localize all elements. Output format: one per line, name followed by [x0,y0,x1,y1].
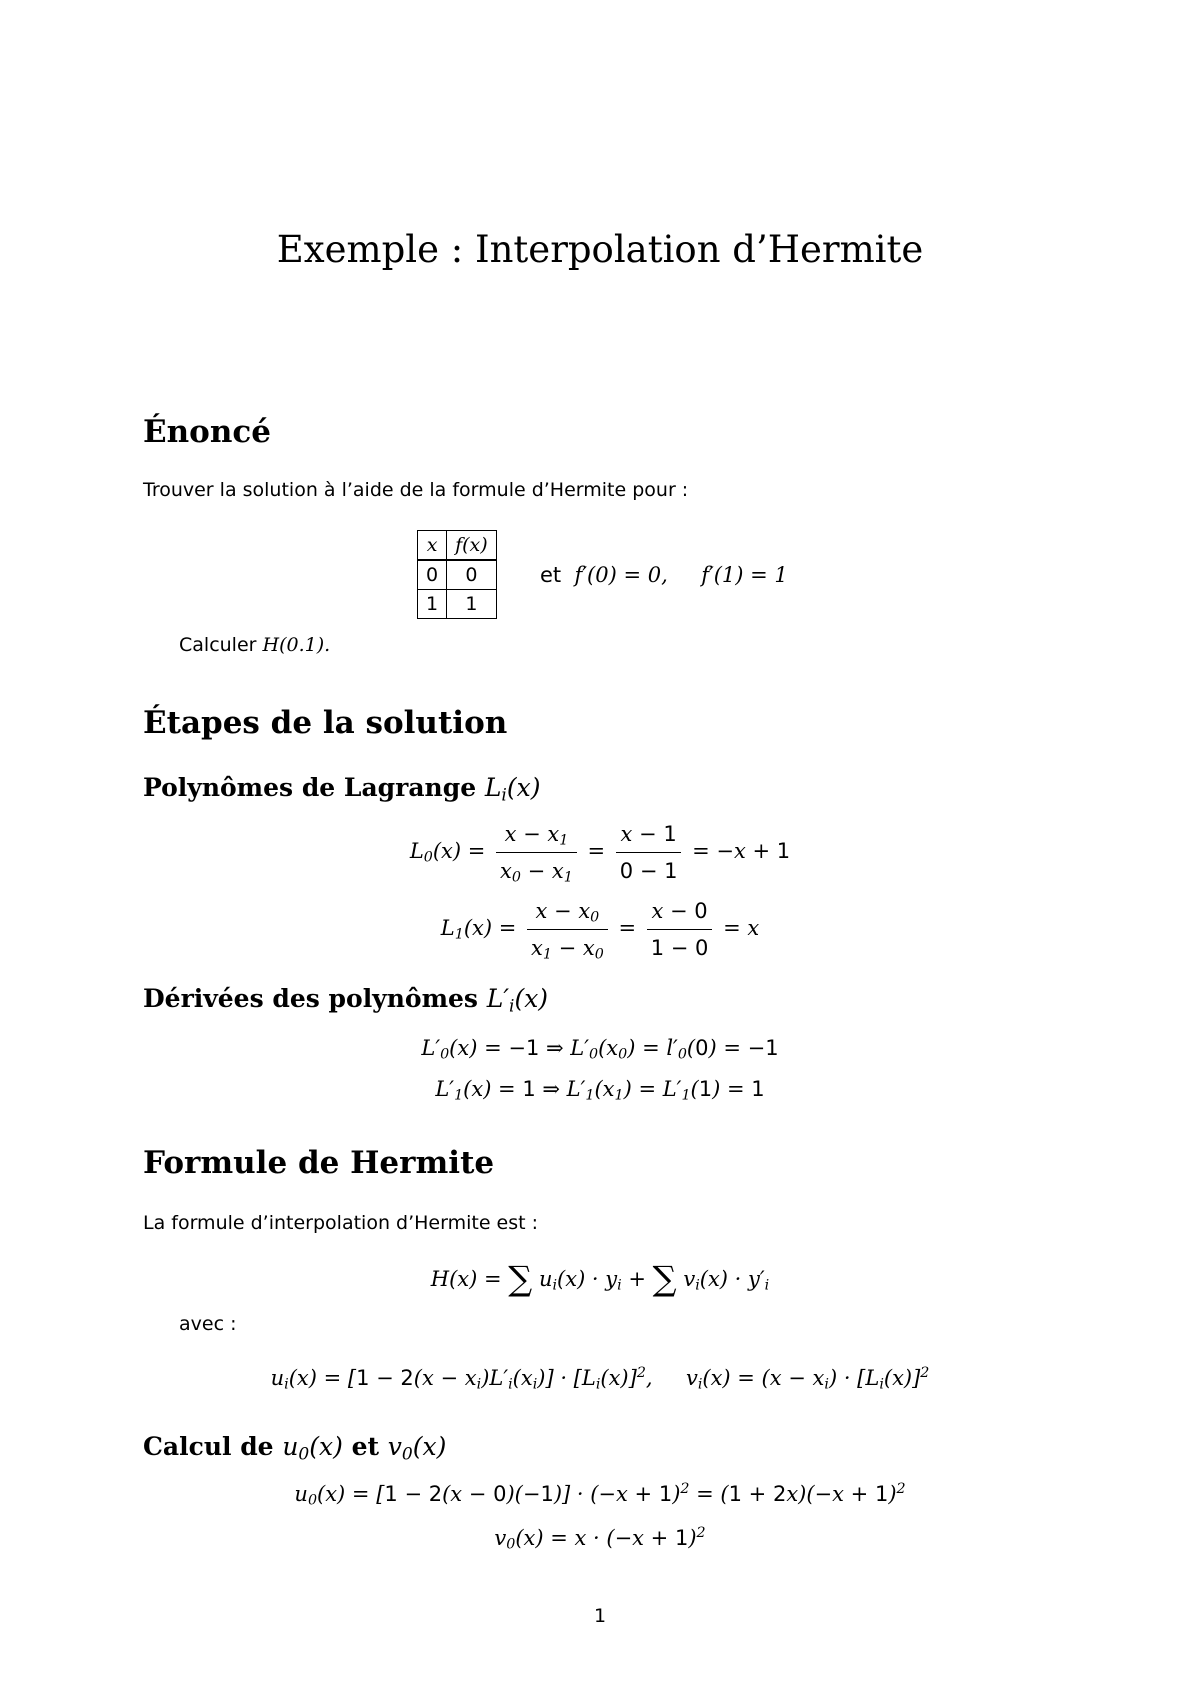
heading-calcul [143,1430,446,1464]
table-header-cell: x [418,531,447,561]
conditions-et: et [540,563,562,587]
table-header-row [418,531,497,561]
heading-calcul-mid: et [351,1432,380,1461]
heading-hermite: Formule de Hermite [143,1145,495,1181]
heading-lagrange-math [484,773,541,806]
table-header-cell: f(x) [447,531,497,561]
equation-L0: $L_0(x)$ = $\frac{x - x_1}{x_0 - x_1}$ = $\frac{x - 1}{0 - 1}$ = −x + 1 [0,819,1200,886]
heading-lagrange-text: Polynômes de Lagrange [143,773,477,802]
heading-derivees-math [486,984,549,1017]
math-symbol: L [484,773,502,802]
condition-1: f′(0) = 0, [574,563,668,587]
heading-calcul-v [387,1432,447,1465]
table-cell: 0 [447,560,497,590]
math-tail: (x) [506,773,541,802]
equation-hermite: H(x) = ∑ $u_i(x) \cdot y_i$ + ∑ $v_i(x) \cdot y'_i$ [430,1259,770,1299]
math-symbol: u [282,1432,299,1461]
heading-derivees-text: Dérivées des polynômes [143,984,478,1013]
equation-L0-prime: $L'_0(x) = -1$ ⇒ $L'_0(x_0) = l'_0(0) = -1$ [421,1036,779,1063]
math-tail: (x) [412,1432,447,1461]
math-symbol: L′ [486,984,509,1013]
table-cell: 1 [418,590,447,619]
heading-etapes: Étapes de la solution [143,705,508,741]
math-subscript: i [501,785,507,806]
math-subscript: 0 [298,1444,310,1465]
values-table [417,530,497,619]
table-row [418,590,497,619]
page-number: 1 [593,1605,607,1627]
heading-calcul-pre: Calcul de [143,1432,274,1461]
math-symbol: v [387,1432,402,1461]
table-row [418,560,497,590]
calc-instruction [179,632,330,658]
equation-L1: $L_1(x)$ = $\frac{x - x_0}{x_1 - x_0}$ = $\frac{x - 0}{1 - 0}$ = x [0,896,1200,963]
heading-derivees [143,982,548,1016]
derivative-conditions [540,560,788,590]
equation-u0: $u_0(x) = [1 - 2(x - 0)(-1)] \cdot (-x + 1)^2 = (1 + 2x)(-x + 1)^2$ [294,1481,906,1509]
table-cell: 0 [418,560,447,590]
math-subscript: 0 [401,1444,413,1465]
enonce-intro: Trouver la solution à l’aide de la formule d’Hermite pour : [143,479,689,501]
heading-enonce: Énoncé [143,414,271,450]
page-title: Exemple : Interpolation d’Hermite [276,228,924,271]
heading-lagrange [143,771,540,805]
math-subscript: i [509,996,515,1017]
equation-v0: $v_0(x) = x \cdot (-x + 1)^2$ [494,1525,706,1553]
table-cell: 1 [447,590,497,619]
math-tail: (x) [514,984,549,1013]
condition-2: f′(1) = 1 [701,563,788,587]
hermite-avec: avec : [179,1313,237,1335]
hermite-intro: La formule d’interpolation d’Hermite est : [143,1212,539,1234]
math-tail: (x) [309,1432,343,1461]
heading-calcul-u [282,1432,343,1465]
calc-expression: H(0.1). [262,634,331,656]
equation-ui-vi: $u_i(x) = [1 - 2(x - x_i)L'_i(x_i)] \cdot [L_i(x)]^2$, $v_i(x) = (x - x_i) \cdot [L_i(x)]^2$ [270,1365,930,1393]
equation-L1-prime: $L'_1(x) = 1$ ⇒ $L'_1(x_1) = L'_1(1) = 1$ [435,1077,765,1104]
calc-label: Calculer [179,634,257,656]
